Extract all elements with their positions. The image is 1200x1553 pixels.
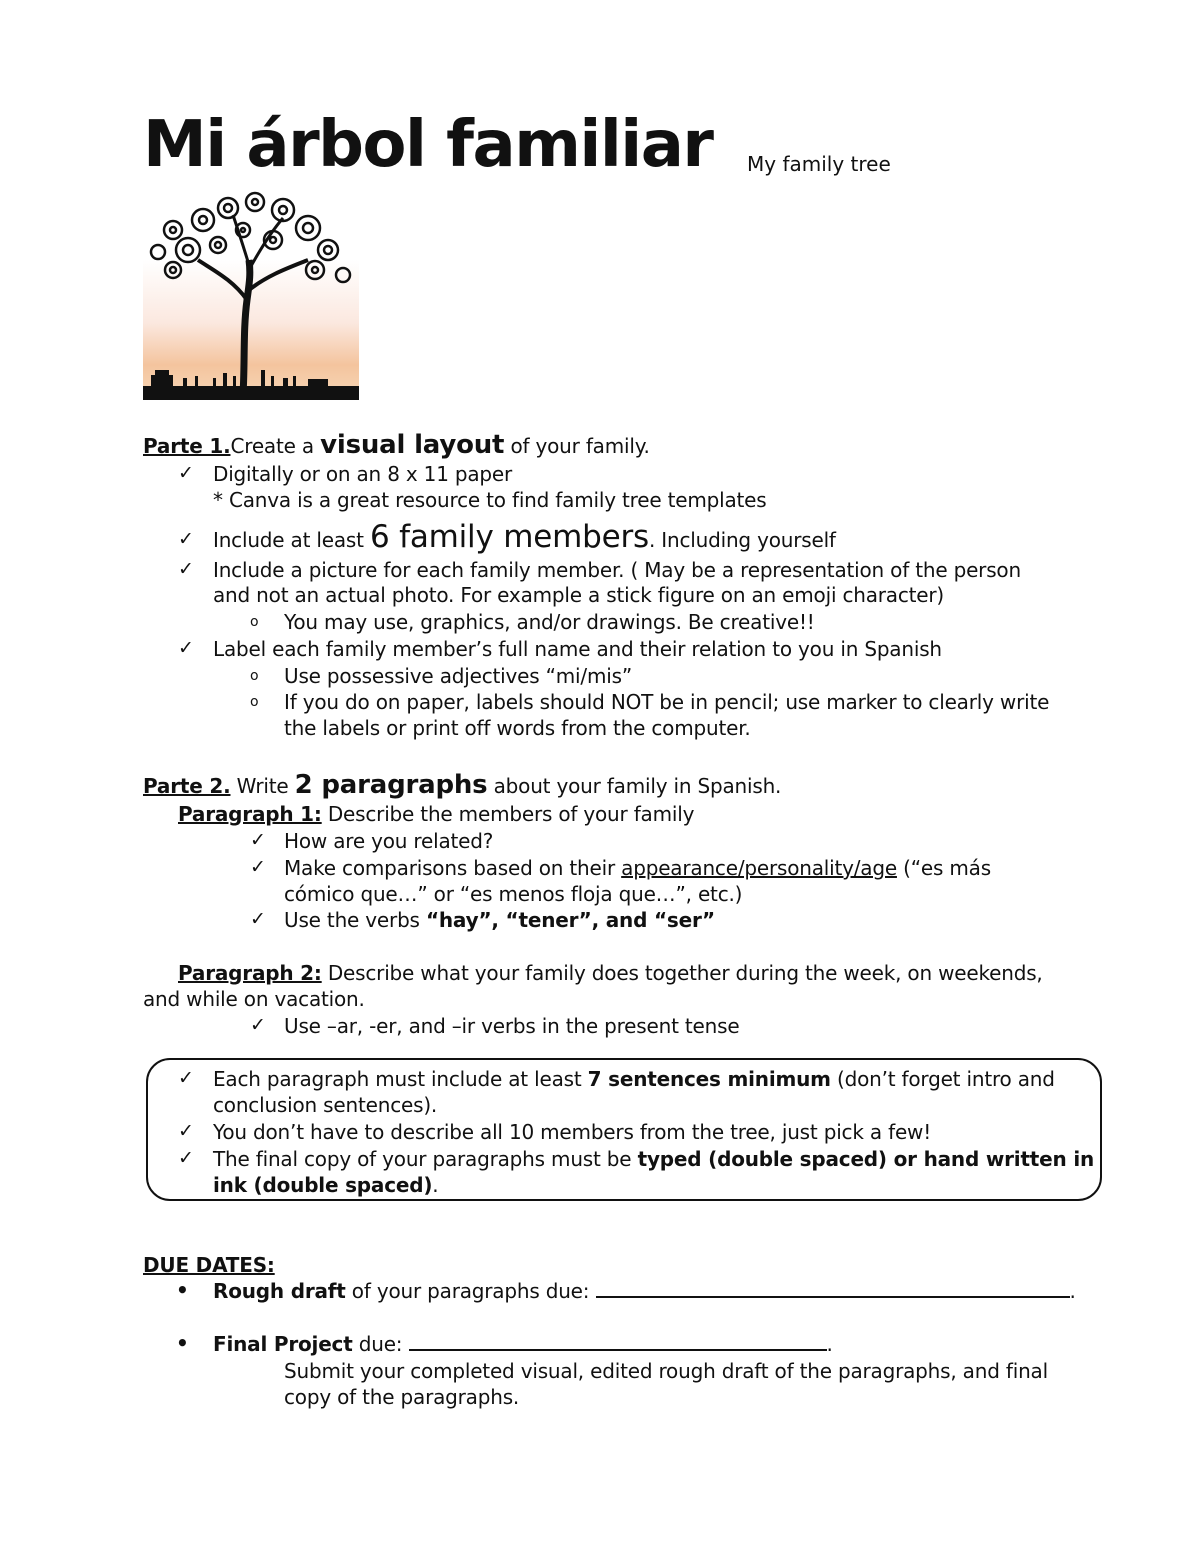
check-icon: ✓ <box>250 908 266 930</box>
list-item: Make comparisons based on their appearance/personality/age (“es más <box>284 856 991 880</box>
check-icon: ✓ <box>178 1067 194 1089</box>
list-item: You don’t have to describe all 10 members from the tree, just pick a few! <box>213 1120 932 1144</box>
due-dates-heading: DUE DATES: <box>143 1253 275 1277</box>
list-item: Use possessive adjectives “mi/mis” <box>284 664 632 688</box>
list-item: Include a picture for each family member. ( May be a representation of the person <box>213 558 1021 582</box>
check-icon: ✓ <box>250 1014 266 1036</box>
check-icon: ✓ <box>178 637 194 659</box>
check-icon: ✓ <box>250 856 266 878</box>
page-title: Mi árbol familiar <box>143 108 713 182</box>
bullet-icon: o <box>250 614 259 630</box>
paragraph2-text: and while on vacation. <box>143 987 365 1011</box>
check-icon: ✓ <box>178 1120 194 1142</box>
list-item: * Canva is a great resource to find family tree templates <box>213 488 767 512</box>
tree-illustration-icon <box>143 190 359 400</box>
list-item: How are you related? <box>284 829 494 853</box>
list-item: cómico que…” or “es menos floja que…”, etc.) <box>284 882 743 906</box>
list-item: the labels or print off words from the computer. <box>284 716 751 740</box>
list-item: Digitally or on an 8 x 11 paper <box>213 462 513 486</box>
check-icon: ✓ <box>178 462 194 484</box>
list-item: Label each family member’s full name and their relation to you in Spanish <box>213 637 942 661</box>
bullet-icon: • <box>176 1331 189 1355</box>
parte2-heading: Parte 2. Write 2 paragraphs about your family in Spanish. <box>143 770 782 800</box>
final-project-line: Final Project due: . <box>213 1332 833 1356</box>
list-item: If you do on paper, labels should NOT be in pencil; use marker to clearly write <box>284 690 1050 714</box>
check-icon: ✓ <box>178 558 194 580</box>
paragraph2-heading: Paragraph 2: Describe what your family does together during the week, on weekends, <box>178 961 1043 985</box>
rough-draft-line: Rough draft of your paragraphs due: . <box>213 1279 1076 1303</box>
list-item: Use the verbs “hay”, “tener”, and “ser” <box>284 908 715 932</box>
parte1-heading: Parte 1.Create a visual layout of your family. <box>143 430 650 460</box>
rough-draft-date-blank[interactable] <box>596 1278 1070 1298</box>
list-item: ink (double spaced). <box>213 1173 439 1197</box>
submit-text: copy of the paragraphs. <box>284 1385 520 1409</box>
check-icon: ✓ <box>178 528 194 550</box>
check-icon: ✓ <box>250 829 266 851</box>
list-item: Use –ar, -er, and –ir verbs in the present tense <box>284 1014 740 1038</box>
page-subtitle: My family tree <box>747 152 891 176</box>
bullet-icon: o <box>250 668 259 684</box>
parte1-label: Parte 1. <box>143 434 231 458</box>
list-item: The final copy of your paragraphs must be typed (double spaced) or hand written in <box>213 1147 1095 1171</box>
submit-text: Submit your completed visual, edited rough draft of the paragraphs, and final <box>284 1359 1048 1383</box>
parte2-label: Parte 2. <box>143 774 231 798</box>
list-item: Include at least 6 family members. Including yourself <box>213 519 836 555</box>
list-item: conclusion sentences). <box>213 1093 438 1117</box>
list-item: and not an actual photo. For example a stick figure on an emoji character) <box>213 583 945 607</box>
final-project-date-blank[interactable] <box>409 1331 827 1351</box>
paragraph1-heading: Paragraph 1: Describe the members of your family <box>178 802 695 826</box>
list-item: You may use, graphics, and/or drawings. Be creative!! <box>284 610 815 634</box>
check-icon: ✓ <box>178 1147 194 1169</box>
bullet-icon: o <box>250 694 259 710</box>
bullet-icon: • <box>176 1278 189 1302</box>
list-item: Each paragraph must include at least 7 sentences minimum (don’t forget intro and <box>213 1067 1055 1091</box>
